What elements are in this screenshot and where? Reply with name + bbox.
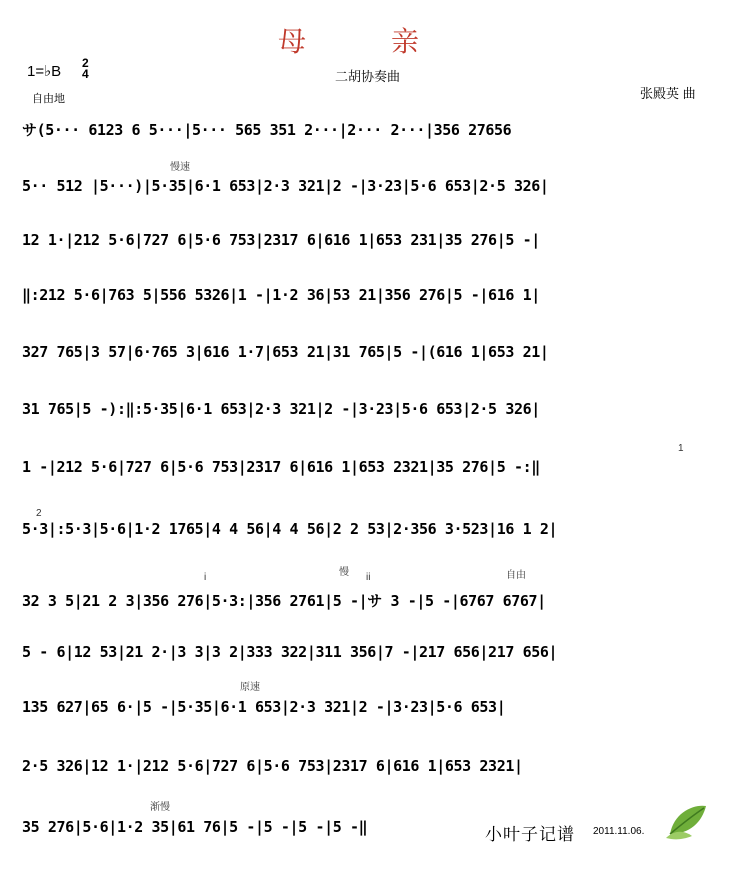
notation-line-11: 135 627|65 6·|5 -|5·35|6·1 653|2·3 321|2 -|3·23|5·6 653| (22, 698, 506, 716)
volta-1: 1 (678, 443, 684, 454)
notation-line-3: 12 1·|212 5·6|727 6|5·6 753|2317 6|616 1|653 231|35 276|5 -| (22, 231, 540, 249)
key-signature: 1=♭B (27, 63, 62, 80)
notation-line-8: 5·3|:5·3|5·6|1·2 1765|4 4 56|4 4 56|2 2 53|2·356 3·523|16 1 2| (22, 520, 558, 538)
volta-2: 2 (36, 508, 42, 519)
notation-line-12: 2·5 326|12 1·|212 5·6|727 6|5·6 753|2317 6|616 1|653 2321| (22, 757, 523, 775)
notation-line-9: 32 3 5|21 2 3|356 276|5·3:|356 2761|5 -|サ 3 -|5 -|6767 6767| (22, 592, 546, 610)
transcriber-signature: 小叶子记谱 (485, 825, 575, 845)
score-title: 母 亲 (278, 25, 457, 58)
notation-line-2: 5·· 512 |5···)|5·35|6·1 653|2·3 321|2 -|3·23|5·6 653|2·5 326| (22, 177, 549, 195)
composer-credit: 张殿英 曲 (640, 86, 696, 101)
notation-line-6: 31 765|5 -):‖:5·35|6·1 653|2·3 321|2 -|3·23|5·6 653|2·5 326| (22, 400, 540, 418)
notation-line-13: 35 276|5·6|1·2 35|61 76|5 -|5 -|5 -|5 -‖ (22, 818, 368, 836)
tempo-mark-slow: 慢速 (170, 162, 190, 173)
tempo-mark-original: 原速 (240, 682, 260, 693)
subtitle: 二胡协奏曲 (334, 69, 400, 84)
notation-line-5: 327 765|3 57|6·765 3|616 1·7|653 21|31 765|5 -|(616 1|653 21| (22, 343, 549, 361)
notation-line-7: 1 -|212 5·6|727 6|5·6 753|2317 6|616 1|653 2321|35 276|5 -:‖ (22, 458, 540, 476)
leaf-icon (664, 800, 710, 847)
transcription-date: 2011.11.06. (593, 826, 645, 837)
notation-line-4: ‖:212 5·6|763 5|556 5326|1 -|1·2 36|53 21|356 276|5 -|616 1| (22, 286, 540, 304)
notation-line-1: サ(5··· 6123 6 5···|5··· 565 351 2···|2··· 2···|356 27656 (22, 121, 512, 139)
ending-ii: ii (366, 572, 371, 583)
ending-i: i (204, 572, 207, 583)
tempo-mark-slow-2: 慢 (339, 567, 349, 578)
notation-line-10: 5 - 6|12 53|21 2·|3 3|3 2|333 322|311 356|7 -|217 656|217 656| (22, 643, 558, 661)
tempo-mark-rit: 渐慢 (150, 802, 170, 813)
meter-top: 2 (82, 56, 89, 70)
tempo-mark-free: 自由 (506, 570, 526, 581)
meter-bottom: 4 (82, 67, 89, 81)
tempo-marking: 自由地 (32, 93, 65, 105)
